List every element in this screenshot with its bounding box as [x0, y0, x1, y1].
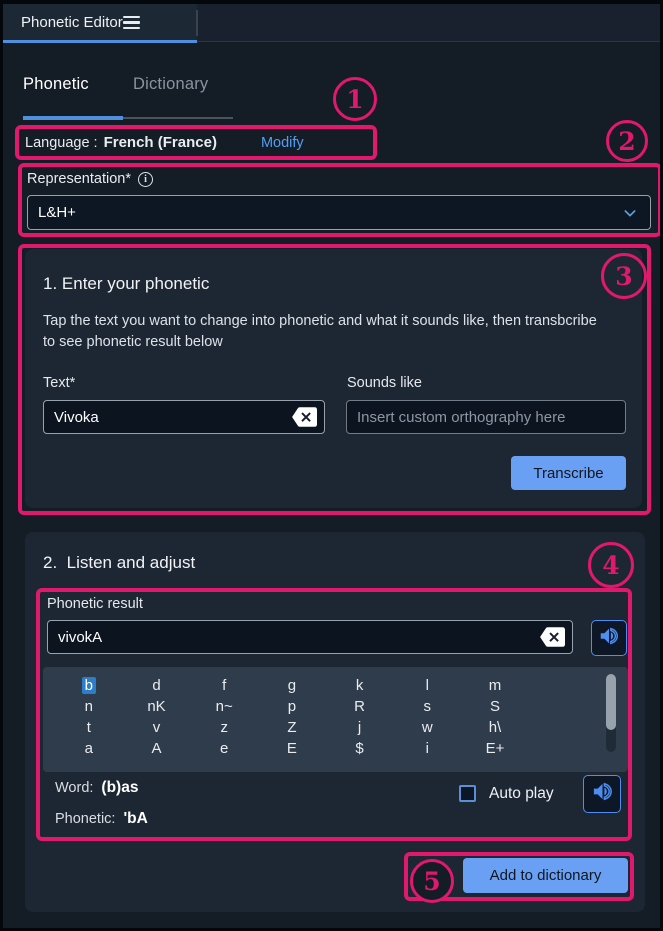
phoneme-cell[interactable]: A	[151, 740, 162, 757]
phoneme-cell[interactable]: n	[84, 698, 94, 715]
speaker-icon	[591, 780, 614, 808]
tab-dictionary[interactable]: Dictionary	[133, 75, 209, 93]
add-to-dictionary-button[interactable]: Add to dictionary	[463, 858, 628, 893]
phonetic-result-label: Phonetic result	[47, 596, 143, 612]
phoneme-cell[interactable]: p	[287, 698, 297, 715]
phoneme-cell[interactable]: $	[355, 740, 364, 757]
phonetic-label: Phonetic:	[55, 811, 116, 827]
representation-label: Representation*	[27, 171, 131, 187]
speaker-icon	[598, 625, 620, 652]
phoneme-row	[55, 697, 529, 718]
phoneme-cell[interactable]: z	[220, 719, 228, 736]
transcribe-button[interactable]: Transcribe	[511, 456, 626, 490]
clear-text-icon[interactable]	[291, 406, 317, 428]
phoneme-cell[interactable]: a	[84, 740, 94, 757]
representation-value: L&H+	[38, 204, 76, 221]
text-input[interactable]	[43, 400, 325, 434]
phoneme-cell[interactable]: k	[355, 677, 364, 694]
phonetic-row	[55, 810, 148, 828]
autoplay-label: Auto play	[489, 785, 554, 802]
section2-card	[25, 532, 645, 912]
section2-title: 2. Listen and adjust	[43, 553, 196, 572]
phoneme-panel	[43, 667, 628, 772]
phoneme-cell[interactable]: t	[86, 719, 91, 736]
sounds-like-label: Sounds like	[347, 375, 422, 391]
section1-card	[25, 249, 642, 508]
phoneme-grid	[55, 676, 529, 760]
phoneme-cell[interactable]: S	[489, 698, 500, 715]
word-value: (b)as	[101, 779, 139, 796]
play-word-button[interactable]	[583, 775, 621, 813]
phoneme-cell[interactable]: E+	[485, 740, 505, 757]
phoneme-cell[interactable]: l	[425, 677, 429, 694]
tab-phonetic[interactable]: Phonetic	[23, 75, 89, 93]
phoneme-cell[interactable]: g	[287, 677, 297, 694]
phoneme-cell[interactable]: v	[152, 719, 161, 736]
phoneme-cell[interactable]: E	[286, 740, 297, 757]
phoneme-row	[55, 739, 529, 760]
phoneme-row	[55, 676, 529, 697]
annotation-circle-4: 4	[588, 542, 634, 588]
phoneme-cell[interactable]: i	[425, 740, 429, 757]
annotation-circle-5: 5	[410, 859, 454, 903]
phoneme-cell[interactable]: e	[220, 740, 229, 757]
word-row	[55, 779, 138, 797]
app-tab-underline	[3, 40, 197, 43]
phoneme-cell[interactable]: Z	[287, 719, 297, 736]
representation-select[interactable]	[27, 195, 651, 230]
phoneme-cell[interactable]: f	[222, 677, 227, 694]
annotation-circle-1: 1	[333, 77, 377, 121]
phonetic-result-input[interactable]	[47, 620, 573, 654]
scrollbar-thumb[interactable]	[606, 674, 616, 730]
phoneme-cell[interactable]: d	[152, 677, 161, 694]
scrollbar-track	[606, 674, 616, 752]
sounds-like-input[interactable]	[346, 400, 626, 434]
chevron-down-icon	[622, 205, 638, 226]
modify-link[interactable]: Modify	[260, 134, 304, 151]
app-tab[interactable]	[3, 4, 197, 42]
language-value: French (France)	[103, 134, 217, 151]
play-result-button[interactable]	[591, 620, 627, 656]
phoneme-cell[interactable]: R	[354, 698, 366, 715]
info-icon[interactable]: i	[138, 172, 153, 187]
phoneme-cell[interactable]: s	[423, 698, 432, 715]
autoplay-checkbox[interactable]	[459, 785, 476, 802]
phoneme-cell[interactable]: h\	[488, 719, 502, 736]
text-label: Text*	[43, 375, 76, 391]
section1-title: 1. Enter your phonetic	[43, 274, 210, 293]
phoneme-cell[interactable]: j	[357, 719, 362, 736]
phoneme-cell[interactable]: n~	[215, 698, 233, 715]
phoneme-row	[55, 718, 529, 739]
tabs-active-underline	[23, 116, 123, 120]
section1-description: Tap the text you want to change into phonetic and what it sounds like, then transbcribe to see phonetic result below	[43, 313, 597, 350]
phonetic-value: 'bA	[123, 810, 148, 827]
language-row	[25, 125, 304, 160]
phoneme-cell[interactable]: w	[421, 719, 433, 736]
phoneme-cell[interactable]: m	[488, 677, 502, 694]
app-title: Phonetic Editor	[21, 14, 123, 31]
annotation-circle-2: 2	[606, 120, 648, 162]
phoneme-cell[interactable]: b	[55, 676, 123, 697]
phoneme-cell[interactable]: nK	[147, 698, 166, 715]
word-label: Word:	[55, 780, 94, 796]
hamburger-menu-icon[interactable]	[123, 16, 140, 29]
representation-label-row	[27, 171, 153, 187]
language-label: Language :	[25, 134, 98, 151]
clear-result-icon[interactable]	[539, 626, 565, 648]
app-bar	[3, 4, 660, 42]
annotation-circle-3: 3	[601, 253, 647, 299]
app-bar-divider	[196, 10, 198, 36]
